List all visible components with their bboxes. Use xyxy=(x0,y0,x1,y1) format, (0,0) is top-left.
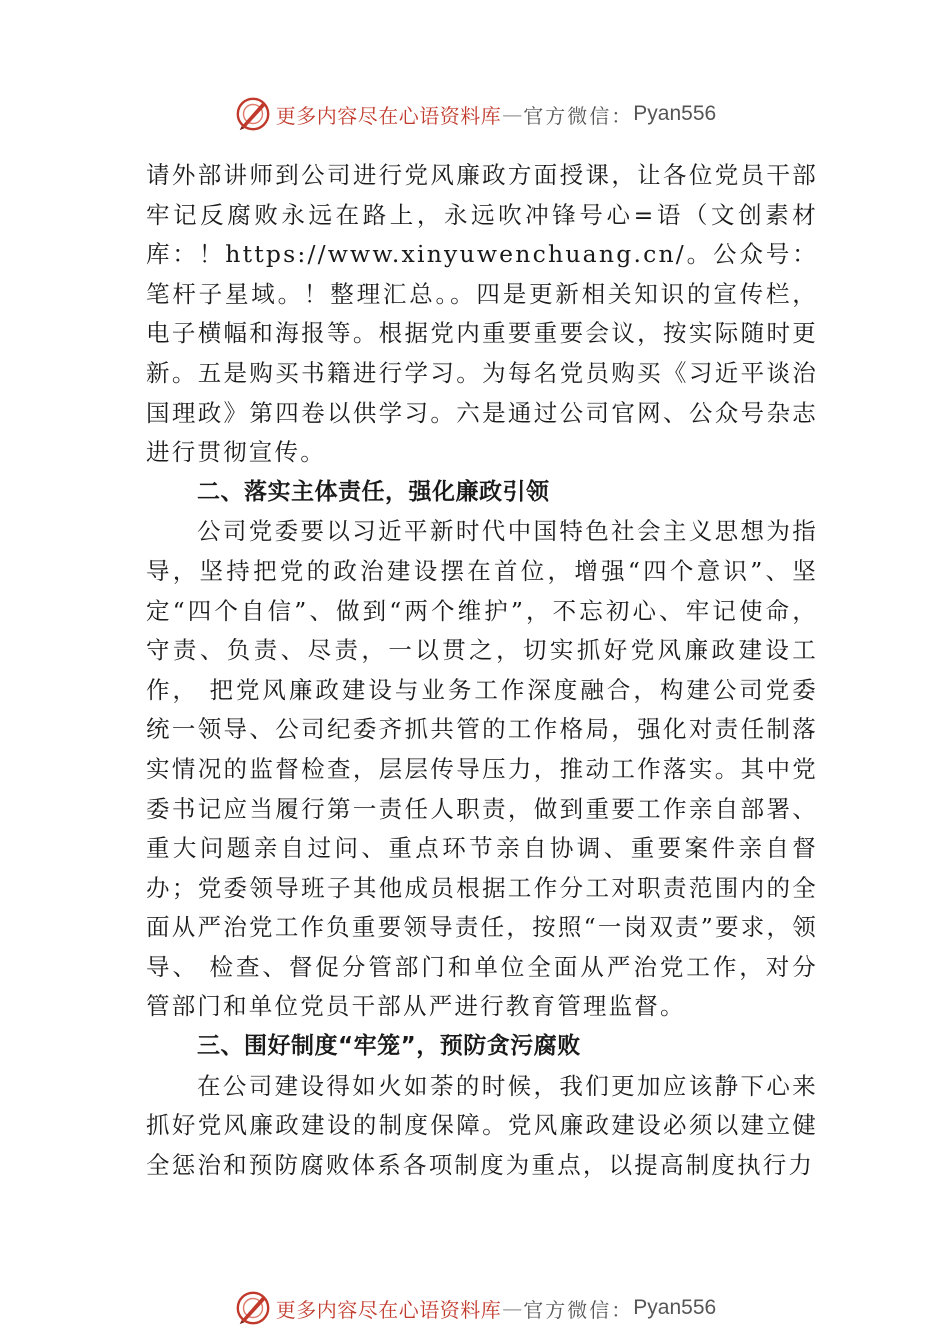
watermark-site-name: 更多内容尽在心语资料库 xyxy=(275,103,502,128)
watermark-wechat-label: 官方微信： xyxy=(523,1297,634,1322)
section-heading-2: 二、落实主体责任，强化廉政引领 xyxy=(197,478,550,505)
paragraph-2: 公司党委要以习近平新时代中国特色社会主义思想为指导，坚持把党的政治建设摆在首位，增强“四个意识”、坚定“四个自信”、做到“两个维护”，不忘初心、牢记使命，守责、负责、尽责，一以贯之，切实抓好党风廉政建设工作， 把党风廉政建设与业务工作深度融合，构建公司党委统一领导、公司纪委齐抓共管的工作格局，强化对责任制落实情况的监督检查，层层传导压力，推动工作落实。其中党委书记应当履行第一责任人职责，做到重要工作亲自部署、重大问题亲自过问、重点环节亲自协调、重要案件亲自督办；党委领导班子其他成员根据工作分工对职责范围内的全面从严治党工作负重要领导责任，按照“一岗双责”要求，领导、 检查、督促分管部门和单位全面从严治党工作，对分管部门和单位党员干部从严进行教育管理监督。 xyxy=(146,517,818,1021)
paragraph-3: 在公司建设得如火如荼的时候，我们更加应该静下心来抓好党风廉政建设的制度保障。党风廉政建设必须以建立健全惩治和预防腐败体系各项制度为重点，以提高制度执行力 xyxy=(146,1071,818,1179)
section-heading-3: 三、围好制度“牢笼”，预防贪污腐败 xyxy=(197,1033,581,1060)
watermark-site-name: 更多内容尽在心语资料库 xyxy=(275,1297,502,1322)
pen-circle-logo-icon xyxy=(234,95,272,133)
watermark-dash: — xyxy=(502,1296,523,1320)
watermark-dash: — xyxy=(502,102,523,126)
paragraph-1: 请外部讲师到公司进行党风廉政方面授课，让各位党员干部牢记反腐败永远在路上，永远吹冲锋号心=语（文创素材库：！https://www.xinyuwenchuang.cn/。公众号：笔杆子星域。！整理汇总。。四是更新相关知识的宣传栏，电子横幅和海报等。根据党内重要重要会议，按实际随时更新。五是购买书籍进行学习。为每名党员购买《习近平谈治国理政》第四卷以供学习。六是通过公司官网、公众号杂志进行贯彻宣传。 xyxy=(146,161,818,467)
header-watermark-banner xyxy=(0,92,950,136)
document-body xyxy=(146,156,818,1185)
pen-circle-logo-icon xyxy=(234,1289,272,1327)
watermark-wechat-label: 官方微信： xyxy=(523,103,634,128)
footer-watermark-banner xyxy=(0,1286,950,1330)
watermark-wechat-id: Pyan556 xyxy=(633,1296,717,1319)
watermark-wechat-id: Pyan556 xyxy=(633,102,717,125)
